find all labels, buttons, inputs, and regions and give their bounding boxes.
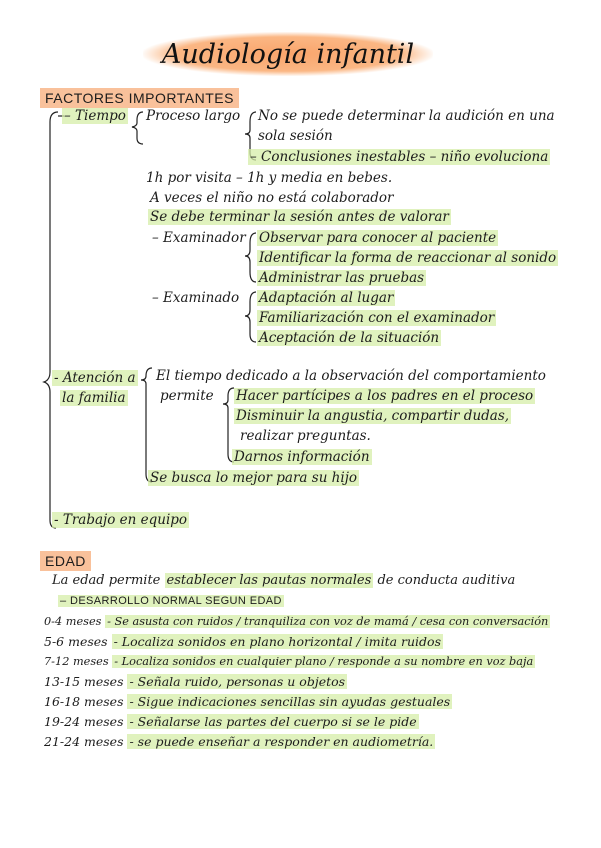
edad-row-age: 16-18 meses — [44, 694, 124, 709]
edad-row-age: 13-15 meses — [44, 674, 124, 689]
permite-item-1: Hacer partícipes a los padres en el proceso — [236, 388, 534, 404]
tiempo-label: – Tiempo — [64, 108, 126, 124]
proceso-largo-label: Proceso largo — [146, 108, 241, 124]
tiempo-dedicado-text: El tiempo dedicado a la observación del comportamiento — [156, 368, 546, 384]
examinador-item-3: Administrar las pruebas — [259, 270, 425, 286]
tiempo-brace — [132, 112, 143, 144]
edad-row-text: - Localiza sonidos en cualquier plano / responde a su nombre en voz baja — [114, 655, 534, 668]
edad-row-text: - Sigue indicaciones sencillas sin ayudas gestuales — [129, 694, 451, 709]
edad-intro-b: establecer las pautas normales — [166, 573, 372, 588]
edad-row-text: - Señalarse las partes del cuerpo si se le pide — [129, 714, 417, 729]
edad-intro-c: de conducta auditiva — [377, 573, 516, 588]
mejor-hijo-text: Se busca lo mejor para su hijo — [150, 470, 358, 486]
examinador-brace — [245, 233, 256, 282]
edad-row — [44, 636, 443, 649]
edad-row-age: 0-4 meses — [44, 615, 102, 628]
edad-row-age: 21-24 meses — [44, 734, 124, 749]
edad-intro-a: La edad permite — [52, 573, 161, 588]
edad-row — [44, 696, 452, 709]
atencion-label-b: la familia — [62, 390, 126, 406]
examinado-item-2: Familiarización con el examinador — [259, 310, 495, 326]
desarrollo-heading: – DESARROLLO NORMAL SEGUN EDAD — [60, 595, 282, 607]
permite-item-2a: Disminuir la angustia, compartir dudas, — [236, 408, 510, 424]
main-bracket — [44, 112, 58, 528]
terminar-text: Se debe terminar la sesión antes de valorar — [150, 209, 449, 225]
edad-row — [44, 656, 535, 667]
title-text: Audiología infantil — [161, 38, 415, 70]
edad-row-age: 7-12 meses — [44, 655, 109, 668]
examinado-item-3: Aceptación de la situación — [259, 330, 440, 346]
edad-row-text: - Señala ruido, personas u objetos — [129, 674, 346, 689]
colaborador-text: A veces el niño no está colaborador — [150, 190, 394, 206]
atencion-brace — [141, 368, 152, 482]
examinador-label: – Examinador — [152, 230, 246, 246]
visita-text: 1h por visita – 1h y media en bebes. — [146, 170, 393, 186]
examinado-label: – Examinado — [152, 290, 240, 306]
edad-row-text: - Se asusta con ruidos / tranquiliza con voz de mamá / cesa con conversación — [107, 615, 549, 628]
edad-row — [44, 736, 435, 749]
edad-row — [44, 716, 419, 729]
section-heading-factores: FACTORES IMPORTANTES — [40, 88, 239, 108]
edad-row — [44, 676, 347, 689]
permite-item-2b: realizar preguntas. — [240, 428, 371, 444]
proceso-item-1b: sola sesión — [258, 128, 333, 144]
trabajo-equipo-text: - Trabajo en equipo — [54, 512, 188, 528]
proceso-item-2: – Conclusiones inestables – niño evoluciona — [250, 149, 549, 165]
edad-row-age: 5-6 meses — [44, 634, 108, 649]
permite-label: permite — [160, 388, 214, 404]
proceso-item-1a: No se puede determinar la audición en una — [258, 108, 555, 124]
examinado-item-1: Adaptación al lugar — [259, 290, 394, 306]
examinador-item-2: Identificar la forma de reaccionar al sonido — [259, 250, 557, 266]
edad-row — [44, 616, 550, 627]
examinador-item-1: Observar para conocer al paciente — [259, 230, 497, 246]
edad-row-text: - se puede enseñar a responder en audiometría. — [129, 734, 434, 749]
section-heading-edad: EDAD — [40, 551, 91, 571]
edad-row-age: 19-24 meses — [44, 714, 124, 729]
permite-item-3: Darnos información — [234, 449, 370, 465]
edad-row-text: - Localiza sonidos en plano horizontal / imita ruidos — [113, 634, 441, 649]
atencion-label-a: - Atención a — [54, 370, 136, 386]
examinado-brace — [245, 292, 256, 342]
